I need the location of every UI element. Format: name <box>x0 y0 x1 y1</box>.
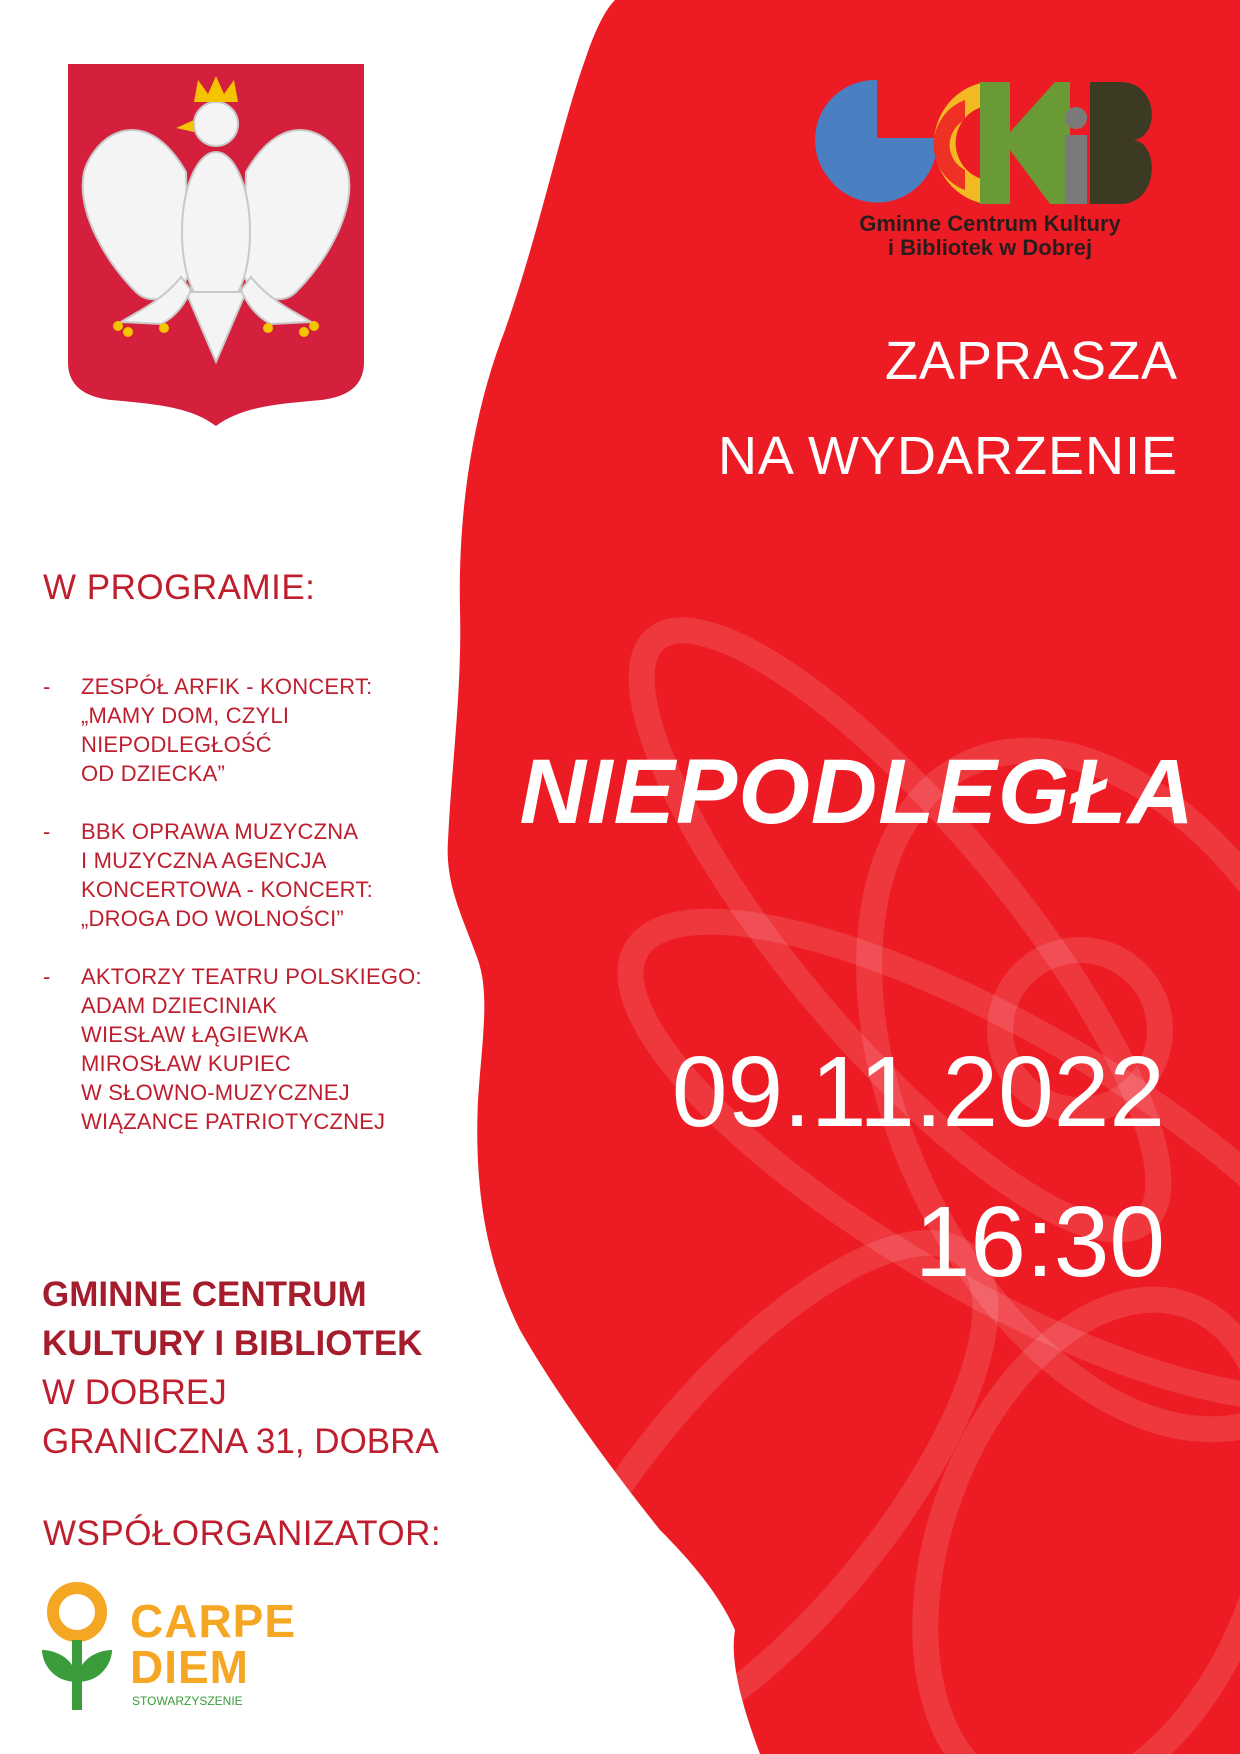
program-item <box>43 962 463 1136</box>
diem-word: DIEM <box>130 1641 249 1693</box>
program-item <box>43 672 463 788</box>
gckib-logo-icon <box>815 80 1160 205</box>
venue-address <box>42 1270 439 1466</box>
gckib-name-line2: i Bibliotek w Dobrej <box>887 235 1093 260</box>
invite-line1: ZAPRASZA <box>884 331 1178 391</box>
list-dash: - <box>43 819 51 844</box>
program-list <box>43 672 463 1165</box>
red-shape <box>448 0 1240 1754</box>
event-title: NIEPODLEGŁA <box>519 741 1195 843</box>
program-item-line: WIĄZANCE PATRIOTYCZNEJ <box>81 1109 386 1134</box>
program-item-line: WIESŁAW ŁĄGIEWKA <box>81 1022 309 1047</box>
carpe-diem-logo <box>42 1582 342 1712</box>
venue-line4: GRANICZNA 31, DOBRA <box>42 1422 439 1461</box>
program-item-line: NIEPODLEGŁOŚĆ <box>81 732 272 757</box>
invite-line2: NA WYDARZENIE <box>717 426 1178 486</box>
gckib-name <box>800 212 1180 260</box>
event-time: 16:30 <box>914 1186 1165 1298</box>
venue-line3: W DOBREJ <box>42 1373 227 1412</box>
program-item-line: ADAM DZIECINIAK <box>81 993 278 1018</box>
program-item <box>43 817 463 933</box>
list-dash: - <box>43 964 51 989</box>
program-item-line: ZESPÓŁ ARFIK - KONCERT: <box>81 674 373 699</box>
carpe-diem-flower-icon <box>42 1582 122 1712</box>
carpe-word: CARPE <box>130 1595 297 1647</box>
program-item-line: W SŁOWNO-MUZYCZNEJ <box>81 1080 350 1105</box>
event-date: 09.11.2022 <box>671 1036 1165 1148</box>
gckib-name-line1: Gminne Centrum Kultury <box>859 211 1121 236</box>
carpe-sub: STOWARZYSZENIE <box>132 1694 243 1708</box>
program-heading: W PROGRAMIE: <box>43 568 316 607</box>
program-item-line: KONCERTOWA - KONCERT: <box>81 877 373 902</box>
program-item-line: BBK OPRAWA MUZYCZNA <box>81 819 359 844</box>
program-item-line: „MAMY DOM, CZYLI <box>81 703 290 728</box>
list-dash: - <box>43 674 51 699</box>
venue-line1: GMINNE CENTRUM <box>42 1275 367 1314</box>
coorganizer-heading: WSPÓŁORGANIZATOR: <box>43 1514 442 1553</box>
venue-line2: KULTURY I BIBLIOTEK <box>42 1324 423 1363</box>
program-item-line: I MUZYCZNA AGENCJA <box>81 848 327 873</box>
polish-eagle-emblem-icon <box>66 62 366 428</box>
program-item-line: MIROSŁAW KUPIEC <box>81 1051 291 1076</box>
program-item-line: OD DZIECKA” <box>81 761 225 786</box>
program-item-line: „DROGA DO WOLNOŚCI” <box>81 906 344 931</box>
program-item-line: AKTORZY TEATRU POLSKIEGO: <box>81 964 422 989</box>
